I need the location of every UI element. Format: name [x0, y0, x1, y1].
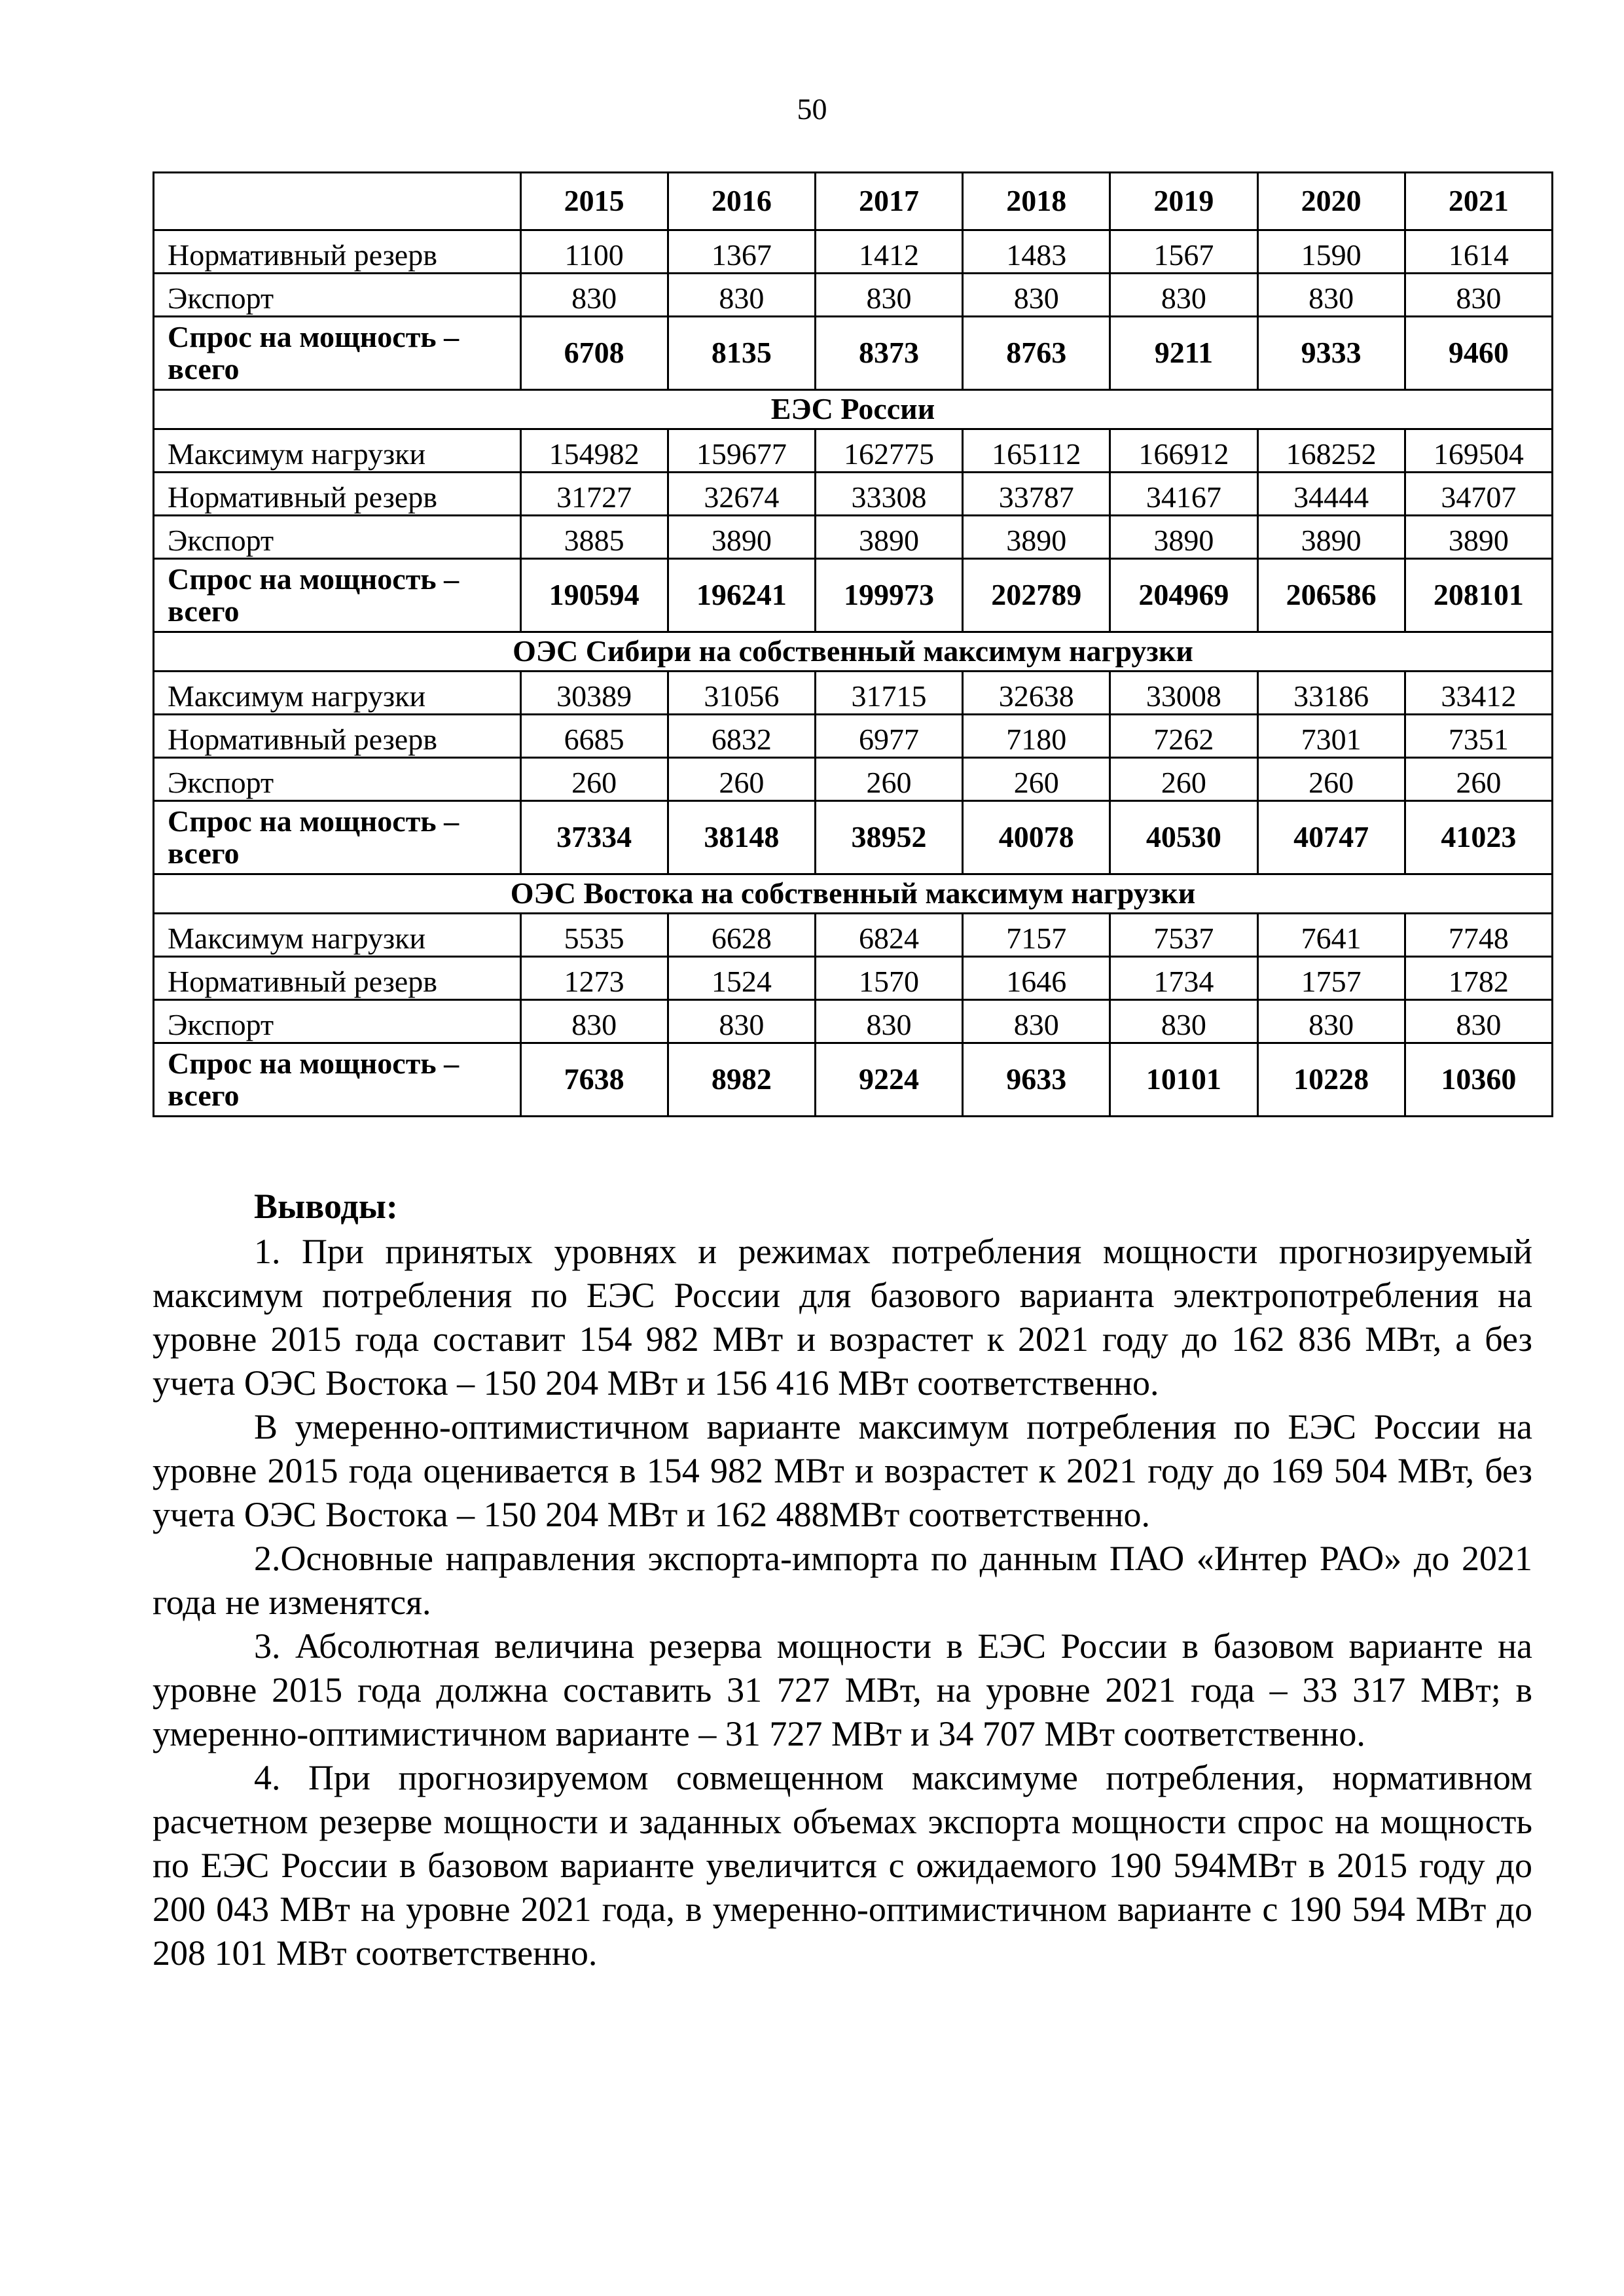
conclusion-paragraph: В умеренно-оптимистичном варианте максимум потребления по ЕЭС России на уровне 2015 года оценивается в 154 982 МВт и возрастет к 2021 году до 169 504 МВт, без учета ОЭС Востока – 150 204 МВт и 162 488МВт соответственно.	[153, 1407, 1532, 1534]
page-number: 50	[797, 92, 827, 126]
value-cell: 9633	[963, 1043, 1110, 1117]
value-cell: 1614	[1405, 230, 1552, 274]
table-row	[154, 801, 1553, 874]
value-cell: 830	[815, 274, 962, 317]
value-cell: 3890	[1110, 516, 1257, 559]
table-header-row	[154, 173, 1553, 230]
value-cell: 1757	[1257, 957, 1405, 1000]
value-cell: 190594	[520, 559, 668, 632]
section-title: ОЭС Сибири на собственный максимум нагрузки	[154, 632, 1553, 672]
value-cell: 8763	[963, 317, 1110, 390]
header-cell-year: 2016	[668, 173, 815, 230]
value-cell: 1646	[963, 957, 1110, 1000]
conclusions-section	[153, 1185, 1532, 1975]
row-label: Максимум нагрузки	[154, 914, 521, 957]
value-cell: 33308	[815, 473, 962, 516]
value-cell: 33186	[1257, 672, 1405, 715]
header-cell-year: 2015	[520, 173, 668, 230]
section-row	[154, 390, 1553, 429]
value-cell: 38148	[668, 801, 815, 874]
value-cell: 6708	[520, 317, 668, 390]
row-label: Нормативный резерв	[154, 230, 521, 274]
value-cell: 6832	[668, 715, 815, 758]
value-cell: 830	[520, 274, 668, 317]
header-cell-year: 2018	[963, 173, 1110, 230]
value-cell: 154982	[520, 429, 668, 473]
header-cell-year: 2017	[815, 173, 962, 230]
value-cell: 31727	[520, 473, 668, 516]
value-cell: 3890	[815, 516, 962, 559]
value-cell: 40078	[963, 801, 1110, 874]
table-row	[154, 230, 1553, 274]
value-cell: 30389	[520, 672, 668, 715]
row-label: Нормативный резерв	[154, 473, 521, 516]
table-row	[154, 317, 1553, 390]
value-cell: 260	[520, 758, 668, 801]
conclusion-paragraph: 1. При принятых уровнях и режимах потребления мощности прогнозируемый максимум потребления по ЕЭС России для базового варианта электропотребления на уровне 2015 года составит 154 982 МВт и возрастет к 2021 году до 162 836 МВт, а без учета ОЭС Востока – 150 204 МВт и 156 416 МВт соответственно.	[153, 1232, 1532, 1403]
table-row	[154, 516, 1553, 559]
value-cell: 169504	[1405, 429, 1552, 473]
header-cell-year: 2020	[1257, 173, 1405, 230]
row-label: Максимум нагрузки	[154, 672, 521, 715]
value-cell: 1570	[815, 957, 962, 1000]
value-cell: 830	[1110, 1000, 1257, 1043]
conclusions-heading: Выводы:	[254, 1187, 398, 1226]
value-cell: 202789	[963, 559, 1110, 632]
value-cell: 9224	[815, 1043, 962, 1117]
row-label: Экспорт	[154, 274, 521, 317]
value-cell: 830	[1110, 274, 1257, 317]
value-cell: 3890	[963, 516, 1110, 559]
value-cell: 830	[668, 1000, 815, 1043]
value-cell: 33412	[1405, 672, 1552, 715]
value-cell: 830	[668, 274, 815, 317]
table-row	[154, 715, 1553, 758]
table-row	[154, 429, 1553, 473]
value-cell: 34167	[1110, 473, 1257, 516]
value-cell: 7537	[1110, 914, 1257, 957]
value-cell: 32674	[668, 473, 815, 516]
value-cell: 33787	[963, 473, 1110, 516]
value-cell: 166912	[1110, 429, 1257, 473]
value-cell: 3890	[668, 516, 815, 559]
value-cell: 7638	[520, 1043, 668, 1117]
value-cell: 830	[963, 274, 1110, 317]
value-cell: 168252	[1257, 429, 1405, 473]
value-cell: 7641	[1257, 914, 1405, 957]
table-body	[154, 230, 1553, 1117]
row-label: Максимум нагрузки	[154, 429, 521, 473]
value-cell: 37334	[520, 801, 668, 874]
value-cell: 8135	[668, 317, 815, 390]
section-row	[154, 874, 1553, 914]
value-cell: 8982	[668, 1043, 815, 1117]
value-cell: 33008	[1110, 672, 1257, 715]
row-label: Нормативный резерв	[154, 957, 521, 1000]
row-label: Нормативный резерв	[154, 715, 521, 758]
value-cell: 1483	[963, 230, 1110, 274]
table-row	[154, 758, 1553, 801]
table-row	[154, 672, 1553, 715]
value-cell: 830	[1257, 274, 1405, 317]
table-row	[154, 473, 1553, 516]
value-cell: 159677	[668, 429, 815, 473]
value-cell: 165112	[963, 429, 1110, 473]
value-cell: 7180	[963, 715, 1110, 758]
value-cell: 7262	[1110, 715, 1257, 758]
value-cell: 3885	[520, 516, 668, 559]
value-cell: 830	[815, 1000, 962, 1043]
value-cell: 8373	[815, 317, 962, 390]
value-cell: 162775	[815, 429, 962, 473]
value-cell: 1100	[520, 230, 668, 274]
value-cell: 199973	[815, 559, 962, 632]
value-cell: 7748	[1405, 914, 1552, 957]
value-cell: 7301	[1257, 715, 1405, 758]
table-row	[154, 1043, 1553, 1117]
value-cell: 6824	[815, 914, 962, 957]
value-cell: 260	[1110, 758, 1257, 801]
conclusion-paragraph: 4. При прогнозируемом совмещенном максимуме потребления, нормативном расчетном резерве мощности и заданных объемах экспорта мощности спрос на мощность по ЕЭС России в базовом варианте увеличится с ожидаемого 190 594МВт в 2015 году до 200 043 МВт на уровне 2021 года, в умеренно-оптимистичном варианте с 190 594 МВт до 208 101 МВт соответственно.	[153, 1758, 1532, 1973]
value-cell: 32638	[963, 672, 1110, 715]
table-row	[154, 914, 1553, 957]
value-cell: 6977	[815, 715, 962, 758]
value-cell: 38952	[815, 801, 962, 874]
value-cell: 10101	[1110, 1043, 1257, 1117]
value-cell: 1367	[668, 230, 815, 274]
value-cell: 260	[963, 758, 1110, 801]
value-cell: 9333	[1257, 317, 1405, 390]
value-cell: 204969	[1110, 559, 1257, 632]
value-cell: 830	[963, 1000, 1110, 1043]
value-cell: 10360	[1405, 1043, 1552, 1117]
value-cell: 1412	[815, 230, 962, 274]
table-row	[154, 274, 1553, 317]
table-row	[154, 1000, 1553, 1043]
row-label: Спрос на мощность – всего	[154, 801, 521, 874]
value-cell: 1590	[1257, 230, 1405, 274]
table-row	[154, 559, 1553, 632]
value-cell: 830	[1405, 1000, 1552, 1043]
row-label: Спрос на мощность – всего	[154, 317, 521, 390]
value-cell: 40530	[1110, 801, 1257, 874]
value-cell: 40747	[1257, 801, 1405, 874]
value-cell: 1734	[1110, 957, 1257, 1000]
value-cell: 260	[815, 758, 962, 801]
value-cell: 1782	[1405, 957, 1552, 1000]
section-title: ОЭС Востока на собственный максимум нагрузки	[154, 874, 1553, 914]
value-cell: 10228	[1257, 1043, 1405, 1117]
value-cell: 260	[1405, 758, 1552, 801]
value-cell: 9211	[1110, 317, 1257, 390]
value-cell: 3890	[1405, 516, 1552, 559]
table-row	[154, 957, 1553, 1000]
value-cell: 9460	[1405, 317, 1552, 390]
value-cell: 6628	[668, 914, 815, 957]
value-cell: 34707	[1405, 473, 1552, 516]
header-cell-year: 2021	[1405, 173, 1552, 230]
value-cell: 830	[1405, 274, 1552, 317]
value-cell: 1567	[1110, 230, 1257, 274]
value-cell: 6685	[520, 715, 668, 758]
row-label: Экспорт	[154, 1000, 521, 1043]
row-label: Спрос на мощность – всего	[154, 559, 521, 632]
section-title: ЕЭС России	[154, 390, 1553, 429]
value-cell: 7157	[963, 914, 1110, 957]
power-demand-table	[153, 171, 1553, 1117]
value-cell: 208101	[1405, 559, 1552, 632]
value-cell: 7351	[1405, 715, 1552, 758]
value-cell: 206586	[1257, 559, 1405, 632]
conclusion-paragraph: 3. Абсолютная величина резерва мощности в ЕЭС России в базовом варианте на уровне 2015 года должна составить 31 727 МВт, на уровне 2021 года – 33 317 МВт; в умеренно-оптимистичном варианте – 31 727 МВт и 34 707 МВт соответственно.	[153, 1626, 1532, 1753]
header-cell-empty	[154, 173, 521, 230]
value-cell: 260	[668, 758, 815, 801]
value-cell: 34444	[1257, 473, 1405, 516]
section-row	[154, 632, 1553, 672]
value-cell: 5535	[520, 914, 668, 957]
value-cell: 31715	[815, 672, 962, 715]
value-cell: 196241	[668, 559, 815, 632]
value-cell: 41023	[1405, 801, 1552, 874]
value-cell: 830	[1257, 1000, 1405, 1043]
value-cell: 1524	[668, 957, 815, 1000]
value-cell: 1273	[520, 957, 668, 1000]
row-label: Спрос на мощность – всего	[154, 1043, 521, 1117]
conclusion-paragraph: 2.Основные направления экспорта-импорта по данным ПАО «Интер РАО» до 2021 года не изменятся.	[153, 1539, 1532, 1622]
value-cell: 3890	[1257, 516, 1405, 559]
header-cell-year: 2019	[1110, 173, 1257, 230]
row-label: Экспорт	[154, 516, 521, 559]
row-label: Экспорт	[154, 758, 521, 801]
value-cell: 830	[520, 1000, 668, 1043]
value-cell: 260	[1257, 758, 1405, 801]
value-cell: 31056	[668, 672, 815, 715]
